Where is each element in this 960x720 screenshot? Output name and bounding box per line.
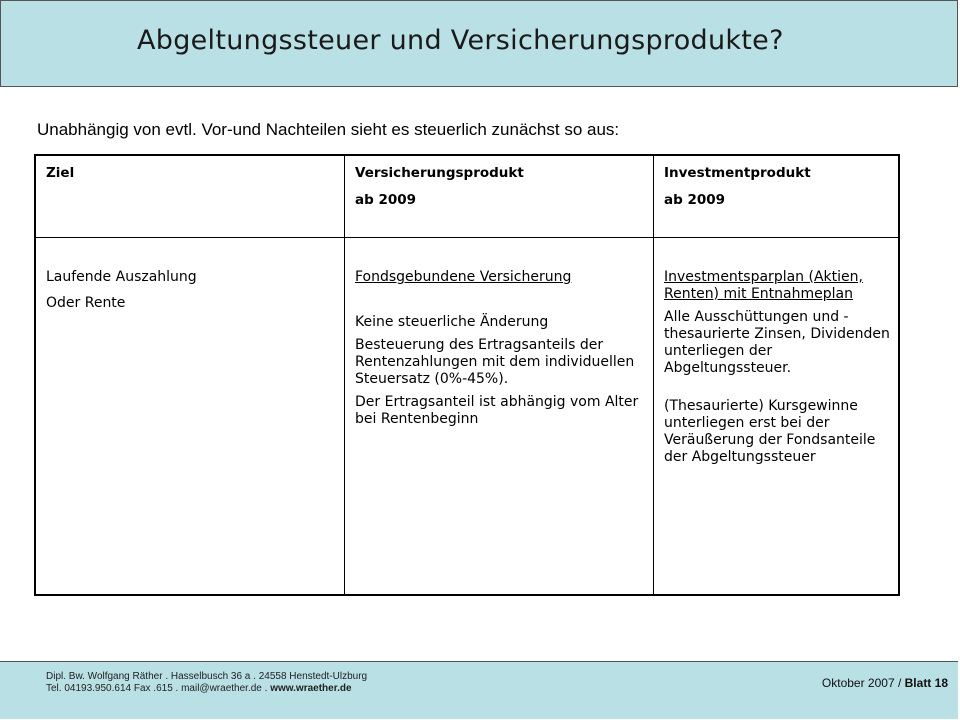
header-cell-insurance [345,155,654,238]
insurance-text-1: Keine steuerliche Änderung [355,314,549,330]
title-bar [0,0,958,87]
header-investment-label: Investmentprodukt [664,165,811,181]
contact-text: Tel. 04193.950.614 Fax .615 . mail@wraether.de . [46,683,268,694]
table-row [35,238,899,596]
insurance-text-2: Besteuerung des Ertragsanteils der Rentenzahlungen mit dem individuellen Steuersatz (0%-45%). [355,337,635,387]
cell-investment [654,238,900,596]
insurance-product-title: Fondsgebundene Versicherung [355,269,572,285]
header-goal-label: Ziel [46,165,75,181]
investment-text-1: Alle Ausschüttungen und - thesaurierte Zinsen, Dividenden unterliegen der Abgeltungssteuer. [664,309,890,376]
page-title: Abgeltungssteuer und Versicherungsprodukte? [137,25,784,56]
investment-text-2: (Thesaurierte) Kursgewinne unterliegen erst bei der Veräußerung der Fondsanteile der Abgeltungssteuer [664,398,876,465]
header-cell-goal [35,155,345,238]
investment-product-title: Investmentsparplan (Aktien, Renten) mit Entnahmeplan [664,269,863,302]
page-number: Blatt 18 [904,676,948,690]
insurance-text-3: Der Ertragsanteil ist abhängig vom Alter bei Rentenbeginn [355,394,639,427]
page-info [822,676,948,690]
footer-date: Oktober 2007 / [821,676,902,690]
website-link[interactable]: www.wraether.de [270,683,352,694]
footer-address [46,671,367,695]
header-insurance-label: Versicherungsprodukt [355,165,524,181]
footer-bar [0,661,958,719]
header-cell-investment [654,155,900,238]
address-line-2 [46,683,367,695]
header-insurance-year: ab 2009 [355,192,417,208]
table-header-row [35,155,899,238]
address-line-1: Dipl. Bw. Wolfgang Räther . Hasselbusch 36 a . 24558 Henstedt-Ulzburg [46,671,368,682]
cell-goal [35,238,345,596]
goal-line-2: Oder Rente [46,295,126,311]
goal-line-1: Laufende Auszahlung [46,269,197,285]
cell-insurance [345,238,654,596]
header-investment-year: ab 2009 [664,192,726,208]
comparison-table [34,154,900,596]
intro-text: Unabhängig von evtl. Vor-und Nachteilen sieht es steuerlich zunächst so aus: [37,120,620,139]
